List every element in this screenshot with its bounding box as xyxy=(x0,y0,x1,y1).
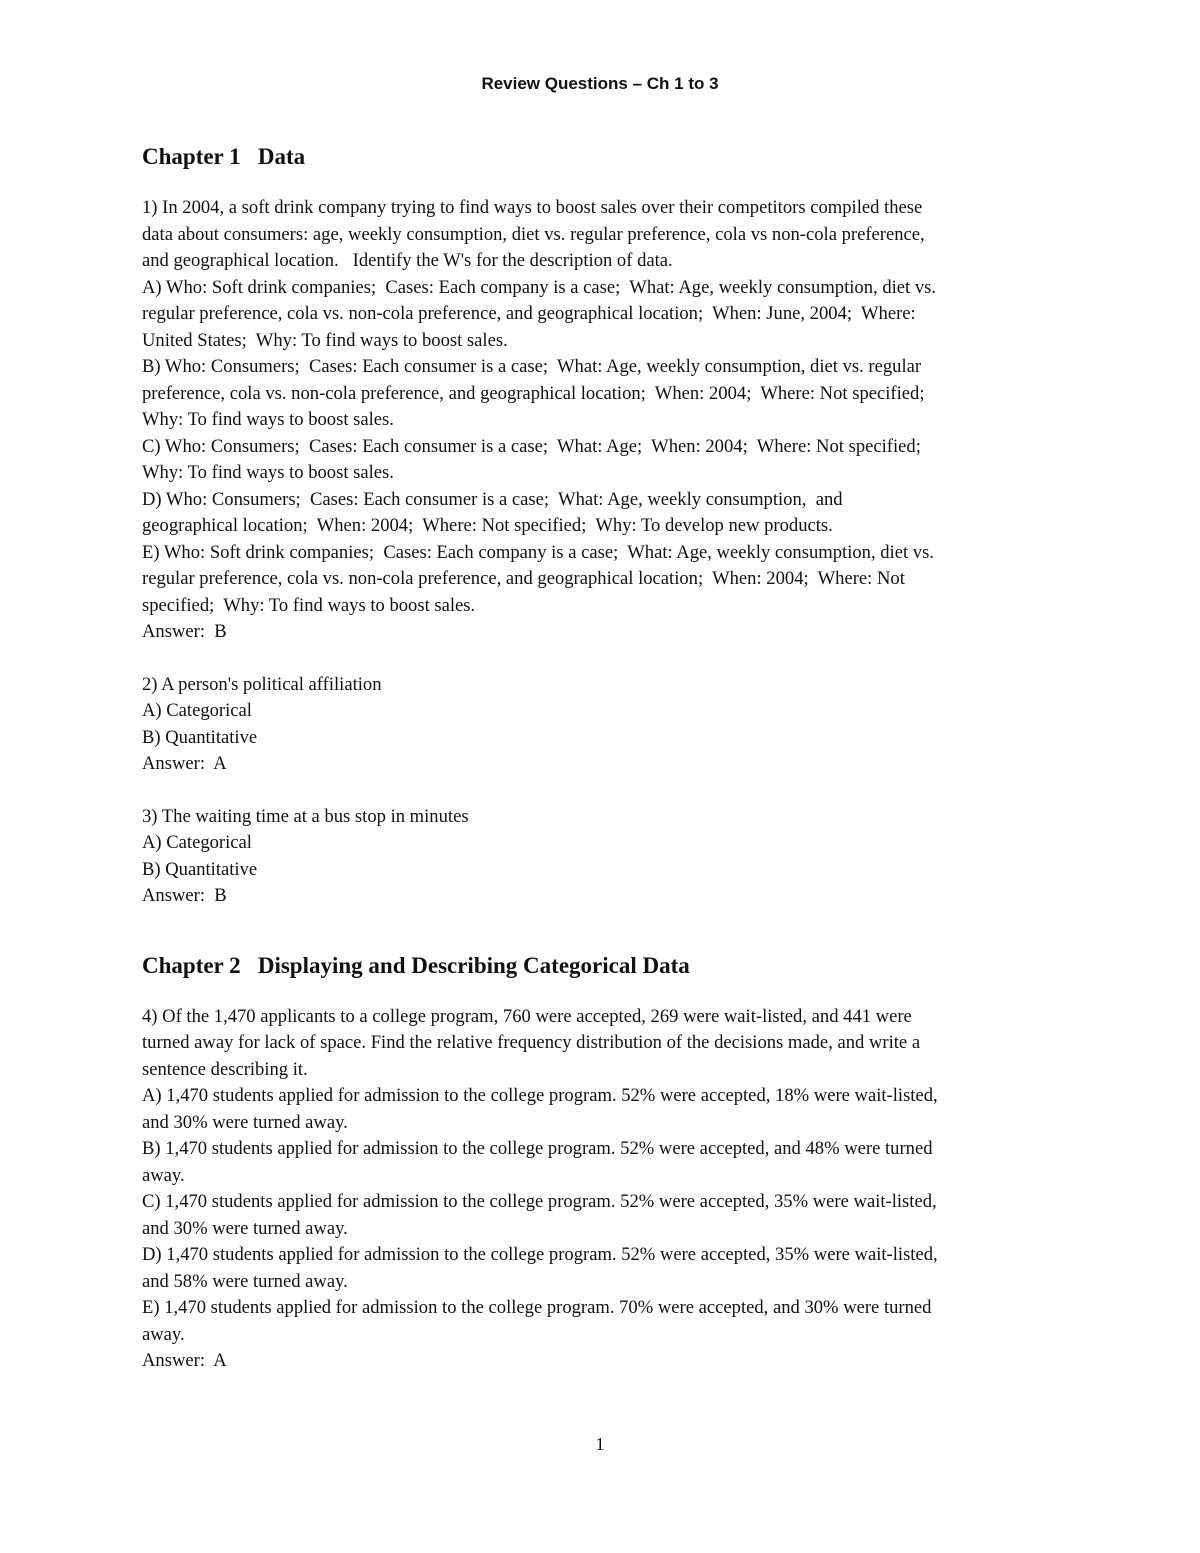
option-a: A) Categorical xyxy=(142,832,252,853)
option-d: D) 1,470 students applied for admission to the college program. 52% were accepted, 35% were wait-listed, xyxy=(142,1244,938,1265)
chapter-heading: Chapter 1 Data xyxy=(142,144,306,169)
answer-line: Answer: B xyxy=(142,621,227,642)
question-text: 3) The waiting time at a bus stop in minutes xyxy=(142,805,469,827)
option-d: and 58% were turned away. xyxy=(142,1270,348,1292)
question-text: 4) Of the 1,470 applicants to a college program, 760 were accepted, 269 were wait-listed, and 441 were xyxy=(142,1005,912,1027)
question-text: data about consumers: age, weekly consumption, diet vs. regular preference, cola vs non-cola preference, xyxy=(142,223,925,245)
option-e: regular preference, cola vs. non-cola preference, and geographical location; When: 2004; Where: Not xyxy=(142,568,905,589)
option-a: A) Who: Soft drink companies; Cases: Each company is a case; What: Age, weekly consumption, diet vs. xyxy=(142,276,937,298)
chapter-1-section xyxy=(142,141,1062,910)
chapter-2-section xyxy=(142,950,1062,1375)
option-d: geographical location; When: 2004; Where: Not specified; Why: To develop new products. xyxy=(142,515,833,536)
option-b: preference, cola vs. non-cola preference, and geographical location; When: 2004; Where: Not specified; xyxy=(142,382,925,404)
answer-line: Answer: A xyxy=(142,1350,227,1371)
option-a: regular preference, cola vs. non-cola preference, and geographical location; When: June, 2004; Where: xyxy=(142,303,916,324)
answer-line: Answer: A xyxy=(142,753,227,774)
question-1 xyxy=(142,195,1062,646)
option-e: away. xyxy=(142,1323,185,1345)
question-text: turned away for lack of space. Find the relative frequency distribution of the decisions made, and write a xyxy=(142,1032,921,1053)
option-e: E) Who: Soft drink companies; Cases: Each company is a case; What: Age, weekly consumption, diet vs. xyxy=(142,541,934,563)
question-text: 1) In 2004, a soft drink company trying to find ways to boost sales over their competitors compiled these xyxy=(142,197,923,218)
option-b: B) Who: Consumers; Cases: Each consumer is a case; What: Age, weekly consumption, diet vs. regular xyxy=(142,356,922,377)
option-b: B) Quantitative xyxy=(142,726,258,748)
option-b: Why: To find ways to boost sales. xyxy=(142,409,394,430)
option-b: away. xyxy=(142,1164,185,1186)
question-2 xyxy=(142,672,1062,778)
option-b: B) 1,470 students applied for admission to the college program. 52% were accepted, and 48% were turned xyxy=(142,1138,933,1159)
page-number: 1 xyxy=(595,1434,605,1454)
question-text: sentence describing it. xyxy=(142,1058,308,1080)
option-a: United States; Why: To find ways to boost sales. xyxy=(142,329,508,351)
document-body xyxy=(142,141,1062,1375)
question-text: and geographical location. Identify the W's for the description of data. xyxy=(142,250,673,271)
page-header: Review Questions – Ch 1 to 3 xyxy=(481,74,719,93)
option-c: C) Who: Consumers; Cases: Each consumer is a case; What: Age; When: 2004; Where: Not specified; xyxy=(142,435,921,457)
option-a: A) Categorical xyxy=(142,700,252,721)
option-d: D) Who: Consumers; Cases: Each consumer is a case; What: Age, weekly consumption, and xyxy=(142,488,843,510)
option-c: and 30% were turned away. xyxy=(142,1217,348,1239)
question-4 xyxy=(142,1004,1062,1375)
option-c: Why: To find ways to boost sales. xyxy=(142,462,394,483)
option-b: B) Quantitative xyxy=(142,858,258,880)
option-c: C) 1,470 students applied for admission to the college program. 52% were accepted, 35% were wait-listed, xyxy=(142,1191,937,1212)
question-3 xyxy=(142,804,1062,910)
option-a: and 30% were turned away. xyxy=(142,1111,348,1133)
option-e: specified; Why: To find ways to boost sales. xyxy=(142,594,476,616)
option-a: A) 1,470 students applied for admission to the college program. 52% were accepted, 18% were wait-listed, xyxy=(142,1085,938,1106)
option-e: E) 1,470 students applied for admission to the college program. 70% were accepted, and 30% were turned xyxy=(142,1297,932,1318)
chapter-heading: Chapter 2 Displaying and Describing Categorical Data xyxy=(142,952,690,978)
question-text: 2) A person's political affiliation xyxy=(142,673,382,695)
answer-line: Answer: B xyxy=(142,885,227,906)
